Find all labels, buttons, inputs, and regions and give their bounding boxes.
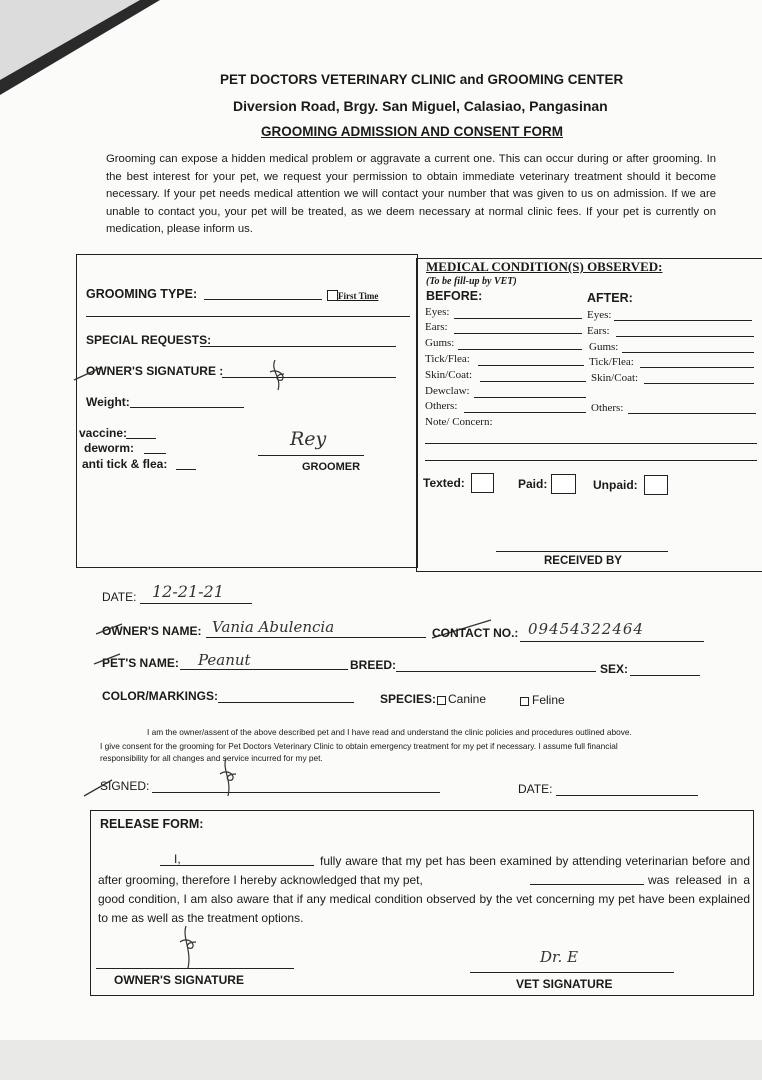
medical-title: MEDICAL CONDITION(S) OBSERVED: (426, 259, 663, 274)
weight-field[interactable] (130, 407, 244, 408)
sex-field[interactable] (630, 675, 700, 676)
pet-name-value: Peanut (198, 651, 251, 669)
vaccine-field[interactable] (126, 438, 156, 439)
after-skincoat-label: Skin/Coat: (591, 372, 639, 384)
note-line-1[interactable] (425, 443, 757, 444)
color-markings-label: COLOR/MARKINGS: (102, 689, 218, 703)
before-others-label: Others: (425, 400, 458, 412)
canine-checkbox[interactable] (437, 696, 446, 705)
before-eyes-label: Eyes: (425, 306, 450, 318)
date-label: DATE: (102, 590, 137, 604)
form-title: GROOMING ADMISSION AND CONSENT FORM (261, 124, 563, 139)
signed-date-label: DATE: (518, 782, 553, 796)
breed-label: BREED: (350, 658, 397, 672)
unpaid-checkbox[interactable] (644, 475, 668, 495)
medical-subtitle: (To be fill-up by VET) (426, 276, 517, 287)
medical-box (416, 258, 762, 572)
received-by-label: RECEIVED BY (544, 555, 622, 567)
owner-signature-handwriting (70, 350, 410, 400)
owner-signature-label: OWNER'S SIGNATURE : (86, 364, 224, 378)
note-concern-label: Note/ Concern: (425, 416, 493, 428)
signed-handwriting (80, 752, 260, 802)
owner-name-value: Vania Abulencia (212, 618, 335, 636)
breed-field[interactable] (396, 671, 596, 672)
clinic-address: Diversion Road, Brgy. San Miguel, Calasiao, Pangasinan (233, 98, 608, 114)
grooming-type-label: GROOMING TYPE: (86, 287, 198, 301)
before-eyes-field[interactable] (454, 318, 582, 319)
before-skincoat-label: Skin/Coat: (425, 369, 473, 381)
special-requests-label: SPECIAL REQUESTS: (86, 333, 212, 347)
owner-name-label: OWNER'S NAME: (102, 624, 202, 638)
contact-value: 09454322464 (528, 620, 644, 638)
anti-tick-label: anti tick & flea: (82, 457, 168, 471)
scan-margin (0, 1040, 762, 1080)
canine-label: Canine (448, 692, 487, 706)
page-corner-fold (0, 0, 140, 80)
after-eyes-label: Eyes: (587, 309, 612, 321)
after-gums-field[interactable] (622, 352, 754, 353)
vet-handwriting: Dr. E (540, 948, 579, 966)
release-text-1: fully aware that my pet has been examined by attending veterinarian before and after grooming, therefore I hereby acknowledged that my pet, (98, 854, 750, 887)
received-by-field[interactable] (496, 551, 668, 552)
signed-label: SIGNED: (100, 779, 150, 793)
contact-field[interactable] (520, 641, 704, 642)
after-others-field[interactable] (628, 413, 756, 414)
after-others-label: Others: (591, 402, 624, 414)
date-field[interactable] (140, 603, 252, 604)
after-ears-label: Ears: (587, 325, 610, 337)
texted-checkbox[interactable] (471, 473, 494, 493)
groomer-handwriting: Rey (290, 428, 327, 450)
release-owner-signature-field[interactable] (96, 968, 294, 969)
before-gums-label: Gums: (425, 337, 455, 349)
groomer-field[interactable] (258, 455, 364, 456)
before-dewclaw-label: Dewclaw: (425, 385, 470, 397)
after-skincoat-field[interactable] (644, 383, 754, 384)
pet-name-label: PET'S NAME: (102, 656, 179, 670)
before-skincoat-field[interactable] (480, 381, 586, 382)
consent-line-3: responsibility for all changes and service incurred for my pet. (100, 753, 323, 763)
groomer-label: GROOMER (302, 461, 361, 473)
vaccine-label: vaccine: (79, 426, 128, 440)
grooming-type-field[interactable] (204, 299, 322, 300)
consent-line-2: I give consent for the grooming for Pet Doctors Veterinary Clinic to obtain emergency treatment for my pet if necessary. I assume full financial (100, 741, 618, 751)
before-others-field[interactable] (464, 412, 586, 413)
texted-label: Texted: (423, 476, 465, 490)
before-tickflea-field[interactable] (478, 365, 584, 366)
release-owner-signature-label: OWNER'S SIGNATURE (114, 973, 244, 987)
deworm-field[interactable] (144, 453, 166, 454)
feline-checkbox[interactable] (520, 697, 529, 706)
deworm-label: deworm: (84, 441, 135, 455)
release-owner-handwriting (150, 922, 210, 972)
before-label: BEFORE: (426, 289, 483, 303)
before-ears-field[interactable] (454, 333, 582, 334)
contact-label: CONTACT NO.: (432, 626, 519, 640)
after-tickflea-field[interactable] (640, 367, 754, 368)
release-i-label: I, (174, 852, 181, 866)
color-markings-field[interactable] (218, 702, 354, 703)
consent-line-1: I am the owner/assent of the above described pet and I have read and understand the clinic policies and procedures outlined above. (147, 727, 632, 737)
clinic-name: PET DOCTORS VETERINARY CLINIC and GROOMING CENTER (220, 72, 624, 87)
unpaid-label: Unpaid: (593, 478, 638, 492)
pet-name-strike (92, 650, 132, 670)
note-line-2[interactable] (425, 460, 757, 461)
intro-paragraph: Grooming can expose a hidden medical problem or aggravate a current one. This can occur during or after grooming. In the best interest for your pet, we request your permission to obtain immediate veterinary treatment should it become necessary. If your pet needs medical attention we will contact your number that was given to us on admission. If we are unable to contact you, your pet will be treated, as we deem necessary at normal clinic fees. If your pet is currently on medication, please inform us. (106, 153, 716, 235)
anti-tick-field[interactable] (176, 469, 196, 470)
sex-label: SEX: (600, 662, 629, 676)
before-gums-field[interactable] (458, 349, 582, 350)
feline-label: Feline (532, 693, 565, 707)
before-ears-label: Ears: (425, 321, 448, 333)
first-time-checkbox[interactable] (327, 290, 338, 301)
special-requests-field[interactable] (200, 346, 396, 347)
weight-label: Weight: (86, 395, 130, 409)
before-dewclaw-field[interactable] (474, 397, 586, 398)
after-label: AFTER: (587, 291, 633, 305)
after-tickflea-label: Tick/Flea: (589, 356, 634, 368)
grooming-box (76, 254, 418, 568)
after-gums-label: Gums: (589, 341, 619, 353)
paid-checkbox[interactable] (551, 474, 576, 494)
date-value: 12-21-21 (152, 582, 224, 601)
after-ears-field[interactable] (616, 336, 754, 337)
first-time-label: First Time (338, 291, 379, 301)
after-eyes-field[interactable] (614, 320, 752, 321)
signed-date-field[interactable] (556, 795, 698, 796)
release-title: RELEASE FORM: (100, 817, 204, 831)
before-tickflea-label: Tick/Flea: (425, 353, 470, 365)
vet-signature-label: VET SIGNATURE (516, 977, 613, 991)
release-text-2: was released in a good condition, I am also aware that if any medical condition observed by the vet concerning my pet have been explained to me as well as the treatment options. (98, 873, 750, 925)
pet-name-field[interactable] (180, 669, 348, 670)
vet-signature-field[interactable] (470, 972, 674, 973)
paid-label: Paid: (518, 477, 548, 491)
grooming-type-line-2[interactable] (86, 316, 410, 317)
species-label: SPECIES: (380, 692, 437, 706)
